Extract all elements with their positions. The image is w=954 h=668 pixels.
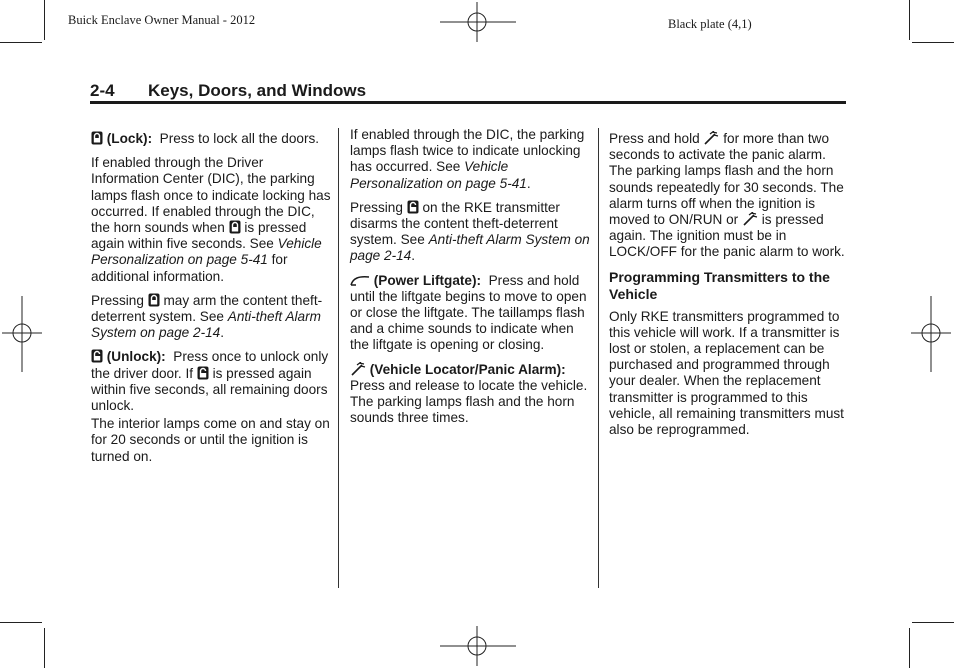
crop-mark	[0, 42, 42, 43]
cross-reference: Anti-theft Alarm System on page 2-14	[350, 232, 590, 264]
cross-reference: Vehicle Personalization on page 5-41	[91, 236, 322, 268]
lock-dic-text: If enabled through the Driver Information Center (DIC), the parking lamps flash once to indicate locking has occurred. If enabled through the DIC, the horn sounds when	[91, 155, 331, 236]
crop-mark	[909, 628, 910, 668]
registration-mark-bottom	[440, 626, 516, 666]
pressing-text: Pressing	[91, 292, 144, 308]
panic-paragraph	[350, 362, 590, 427]
crop-mark	[909, 0, 910, 40]
panic-label: (Vehicle Locator/Panic Alarm):	[369, 361, 566, 377]
hold-text: Press and hold	[609, 131, 700, 146]
period: .	[526, 175, 531, 191]
lock-text: Press to lock all the doors.	[159, 131, 320, 146]
disarm-text: on the RKE transmitter disarms the content theft-deterrent system. See	[350, 199, 560, 248]
lock-icon	[148, 293, 160, 307]
unlock-dic-paragraph	[350, 127, 590, 192]
lock-theft-paragraph	[91, 293, 331, 342]
hold-text-4: is pressed again. The ignition must be in LOCK/OFF for the panic alarm to work.	[609, 212, 845, 260]
lock-paragraph	[91, 131, 331, 147]
registration-mark-right	[911, 296, 951, 372]
liftgate-icon	[350, 275, 370, 287]
crop-mark	[44, 0, 45, 40]
hold-text-3: ON/RUN or	[668, 212, 739, 228]
column-1	[91, 131, 331, 473]
unlock-paragraph	[91, 349, 331, 414]
period: .	[220, 325, 225, 341]
crop-mark	[0, 622, 42, 623]
unlock-icon	[197, 366, 209, 380]
registration-mark-top	[440, 2, 516, 42]
panic-text: Press and release to locate the vehicle. The parking lamps flash and the horn sounds three times.	[350, 377, 588, 426]
panic-hold-paragraph	[609, 131, 849, 261]
lock-dic-text-2: is pressed again within five seconds. See	[91, 220, 307, 252]
crop-mark	[44, 628, 45, 668]
unlock-label: (Unlock):	[106, 349, 166, 365]
column-divider	[598, 128, 599, 588]
vehicle-locator-panic-icon	[703, 131, 719, 145]
column-3	[609, 131, 849, 446]
lock-dic-paragraph	[91, 155, 331, 285]
unlock-icon	[407, 200, 419, 214]
heading-rule	[90, 101, 846, 104]
vehicle-locator-panic-icon	[742, 212, 758, 226]
hold-text-2: for more than two seconds to activate the panic alarm. The parking lamps flash and the horn sounds repeatedly for 30 seconds. The alarm turns off when the ignition is moved to	[609, 131, 844, 228]
crop-mark	[912, 622, 954, 623]
vehicle-locator-panic-icon	[350, 362, 366, 376]
section-heading: Programming Transmitters to the Vehicle	[609, 268, 830, 302]
lock-label: (Lock):	[106, 131, 153, 146]
lock-icon	[91, 131, 103, 145]
liftgate-label: (Power Liftgate):	[373, 272, 482, 288]
column-2	[350, 127, 590, 434]
registration-mark-left	[2, 296, 42, 372]
chapter-title: Keys, Doors, and Windows	[148, 81, 367, 100]
crop-mark	[912, 42, 954, 43]
lock-icon	[229, 220, 241, 234]
column-divider	[338, 128, 339, 588]
unlock-icon	[91, 349, 103, 363]
unlock-dic-text: If enabled through the DIC, the parking lamps flash twice to indicate unlocking has occurred. See	[350, 127, 585, 175]
unlock-text-2: is pressed again within five seconds, all remaining doors unlock.	[91, 365, 328, 414]
liftgate-text: Press and hold until the liftgate begins to move to open or close the liftgate. The taillamps flash and a chime sounds to indicate when the liftgate is opening or closing.	[350, 272, 587, 353]
cross-reference: Vehicle Personalization on page 5-41	[350, 159, 527, 191]
programming-paragraph: Only RKE transmitters programmed to this vehicle will work. If a transmitter is lost or stolen, a replacement can be purchased and programmed through your dealer. When the replacement transmitter is programmed to this vehicle, all remaining transmitters must also be reprogrammed.	[609, 308, 844, 438]
plate-label: Black plate (4,1)	[668, 17, 752, 31]
period: .	[411, 248, 416, 264]
lock-dic-text-3: for additional information.	[91, 252, 288, 284]
unlock-theft-paragraph	[350, 200, 590, 265]
cross-reference: Anti-theft Alarm System on page 2-14	[91, 309, 321, 341]
page-number: 2-4	[90, 81, 115, 100]
liftgate-paragraph	[350, 273, 590, 354]
manual-title: Buick Enclave Owner Manual - 2012	[68, 13, 256, 27]
theft-text: may arm the content theft-deterrent system. See	[91, 292, 323, 325]
interior-lamps-paragraph: The interior lamps come on and stay on for 20 seconds or until the ignition is turned on.	[91, 416, 330, 464]
chapter-heading	[90, 81, 366, 101]
unlock-text: Press once to unlock only the driver door. If	[91, 349, 329, 381]
pressing-text: Pressing	[350, 199, 403, 215]
